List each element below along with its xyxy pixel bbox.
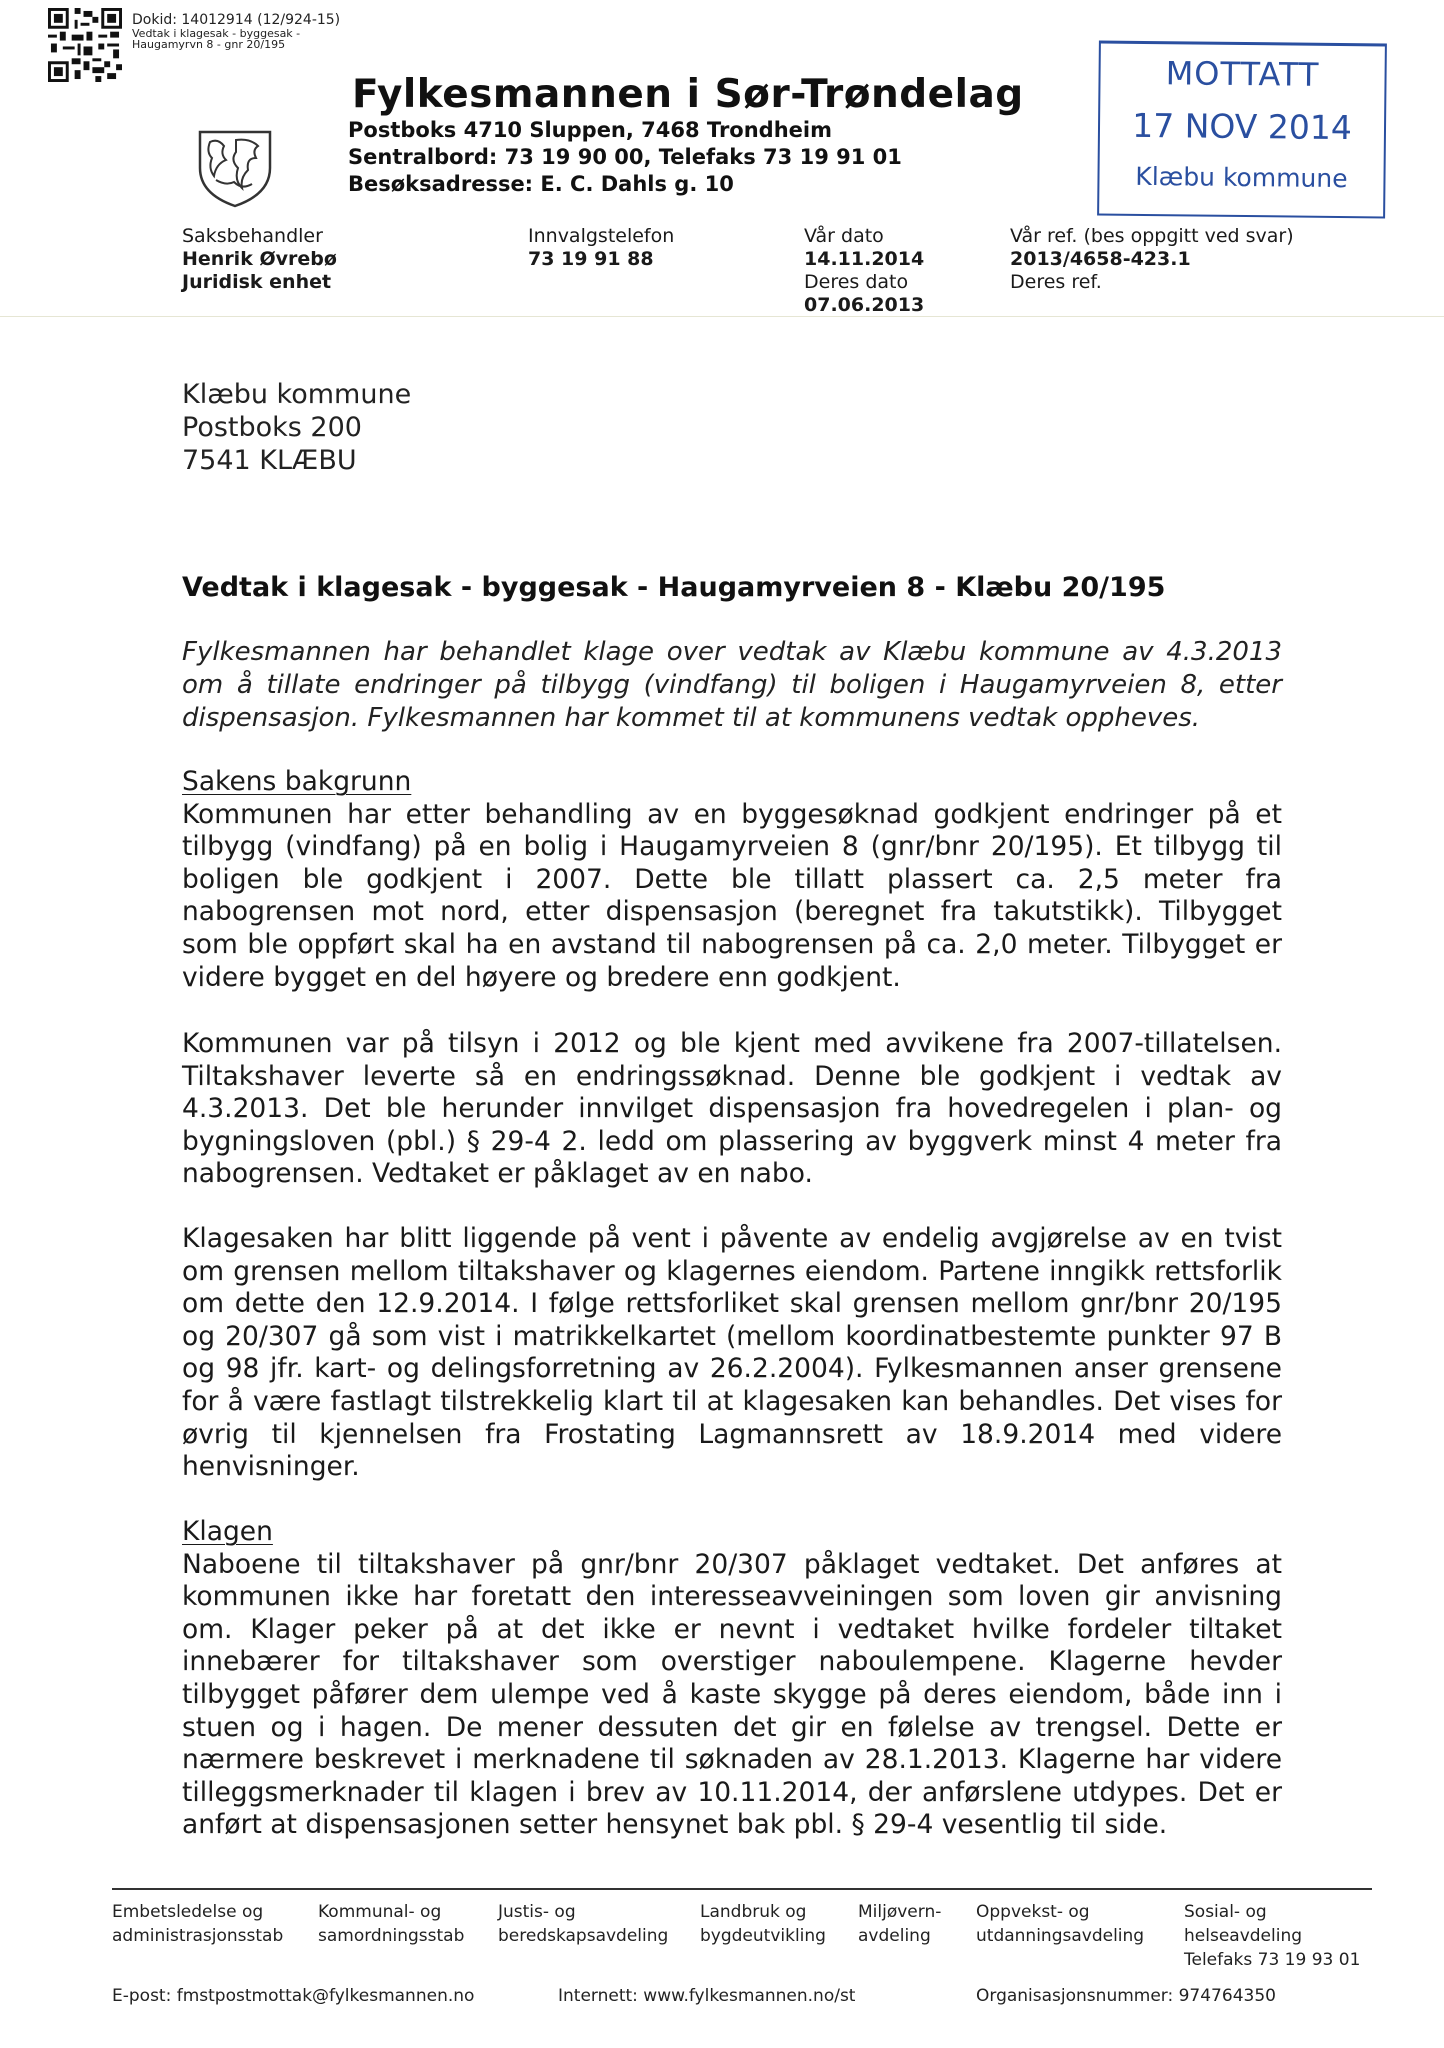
background-paragraph-1: Kommunen har etter behandling av en byggesøknad godkjent endringer på et tilbygg (vindfang) på en bolig i Haugamyrveien 8 (gnr/bnr 20/195). Et tilbygg til boligen ble godkjent i 2007. Dette ble tillatt plassert ca. 2,5 meter fra nabogrensen mot nord, etter dispensasjon (beregnet fra takutstikk). Tilbygget som ble oppført skal ha en avstand til nabogrensen på ca. 2,0 meter. Tilbygget er videre bygget en del høyere og bredere enn godkjent. bbox=[182, 798, 1282, 993]
your-date: 07.06.2013 bbox=[804, 294, 925, 316]
footer-fax: Telefaks 73 19 93 01 bbox=[1184, 1950, 1361, 1970]
postal-address: Postboks 4710 Sluppen, 7468 Trondheim bbox=[348, 118, 832, 142]
recipient-address bbox=[182, 378, 411, 477]
complaint-section bbox=[182, 1516, 1282, 1842]
footer-website: Internett: www.fylkesmannen.no/st bbox=[558, 1986, 856, 2006]
stamp-title: MOTTATT bbox=[1165, 54, 1320, 94]
decision-summary: Fylkesmannen har behandlet klage over vedtak av Klæbu kommune av 4.3.2013 om å tillate endringer på tilbygg (vindfang) til boligen i Haugamyrveien 8, etter dispensasjon. Fylkesmannen har kommet til at kommunens vedtak oppheves. bbox=[182, 637, 1282, 733]
references-block bbox=[1010, 225, 1294, 294]
recipient-postbox: Postboks 200 bbox=[182, 412, 362, 443]
phone-block bbox=[528, 225, 674, 271]
coat-of-arms-icon bbox=[196, 128, 274, 208]
complaint-heading: Klagen bbox=[182, 1516, 273, 1547]
footer-divider bbox=[112, 1888, 1372, 1890]
your-ref-label: Deres ref. bbox=[1010, 271, 1102, 293]
background-heading: Sakens bakgrunn bbox=[182, 766, 412, 797]
stamp-date: 17 NOV 2014 bbox=[1132, 105, 1353, 148]
letter-subject: Vedtak i klagesak - byggesak - Haugamyrveien 8 - Klæbu 20/195 bbox=[182, 572, 1166, 603]
doc-title-line-2: Haugamyrvn 8 - gnr 20/195 bbox=[132, 38, 286, 51]
footer-department bbox=[318, 1900, 464, 1948]
footer-dept-line: Kommunal- og bbox=[318, 1902, 442, 1922]
phone-number: 73 19 91 88 bbox=[528, 248, 654, 270]
organization-title: Fylkesmannen i Sør-Trøndelag bbox=[352, 72, 1024, 117]
switchboard-phone: Sentralbord: 73 19 90 00, Telefaks 73 19 91 01 bbox=[348, 145, 902, 169]
our-ref: 2013/4658-423.1 bbox=[1010, 248, 1191, 270]
footer-dept-line: avdeling bbox=[858, 1926, 931, 1946]
dates-block bbox=[804, 225, 924, 317]
footer-department bbox=[112, 1900, 283, 1948]
qr-code bbox=[48, 8, 122, 82]
background-paragraph-2: Kommunen var på tilsyn i 2012 og ble kjent med avvikene fra 2007-tillatelsen. Tiltakshaver leverte så en endringssøknad. Denne ble godkjent i vedtak av 4.3.2013. Det ble herunder innvilget dispensasjon fra hovedregelen i plan- og bygningsloven (pbl.) § 29-4 2. ledd om plassering av byggverk minst 4 meter fra nabogrensen. Vedtaket er påklaget av en nabo. bbox=[182, 1028, 1282, 1190]
header-divider bbox=[0, 316, 1444, 317]
footer-department bbox=[700, 1900, 826, 1948]
footer-dept-line: Oppvekst- og bbox=[976, 1902, 1090, 1922]
handler-unit: Juridisk enhet bbox=[182, 271, 332, 293]
footer-department bbox=[1184, 1900, 1360, 1972]
document-id bbox=[132, 13, 340, 50]
phone-label: Innvalgstelefon bbox=[528, 225, 675, 247]
handler-label: Saksbehandler bbox=[182, 225, 323, 247]
background-paragraph-3-block bbox=[182, 1223, 1282, 1484]
footer-dept-line: Miljøvern- bbox=[858, 1902, 942, 1922]
recipient-postcode: 7541 KLÆBU bbox=[182, 445, 357, 476]
handler-name: Henrik Øvrebø bbox=[182, 248, 337, 270]
doc-id-line: Dokid: 14012914 (12/924-15) bbox=[132, 12, 341, 28]
recipient-name: Klæbu kommune bbox=[182, 379, 412, 410]
footer-department bbox=[498, 1900, 668, 1948]
footer-dept-line: Justis- og bbox=[498, 1902, 576, 1922]
background-section bbox=[182, 766, 1282, 994]
your-date-label: Deres dato bbox=[804, 271, 909, 293]
footer-dept-line: utdanningsavdeling bbox=[976, 1926, 1145, 1946]
received-stamp bbox=[1097, 40, 1387, 218]
footer-department bbox=[858, 1900, 941, 1948]
our-ref-label: Vår ref. (bes oppgitt ved svar) bbox=[1010, 225, 1294, 247]
background-paragraph-3: Klagesaken har blitt liggende på vent i påvente av endelig avgjørelse av en tvist om grensen mellom tiltakshaver og klagernes eiendom. Partene inngikk rettsforlik om dette den 12.9.2014. I følge rettsforliket skal grensen mellom gnr/bnr 20/195 og 20/307 gå som vist i matrikkelkartet (mellom koordinatbestemte punkter 97 B og 98 jfr. kart- og delingsforretning av 26.2.2004). Fylkesmannen anser grensene for å være fastlagt tilstrekkelig klart til at klagesaken kan behandles. Det vises for øvrig til kjennelsen fra Frostating Lagmannsrett av 18.9.2014 med videre henvisninger. bbox=[182, 1223, 1282, 1483]
footer-dept-line: Embetsledelse og bbox=[112, 1902, 264, 1922]
footer-email: E-post: fmstpostmottak@fylkesmannen.no bbox=[112, 1986, 475, 2006]
footer-dept-line: Sosial- og bbox=[1184, 1902, 1267, 1922]
background-paragraph-2-block bbox=[182, 1028, 1282, 1191]
footer-dept-line: administrasjonsstab bbox=[112, 1926, 284, 1946]
complaint-paragraph-1: Naboene til tiltakshaver på gnr/bnr 20/307 påklaget vedtaket. Det anføres at kommunen ikke har foretatt den interesseavveiningen som loven gir anvisning om. Klager peker på at det ikke er nevnt i vedtaket hvilke fordeler tiltaket innebærer for tiltakshaver som overstiger naboulempene. Klagerne hevder tilbygget påfører dem ulempe ved å kaste skygge på deres eiendom, både inn i stuen og i hagen. De mener dessuten det gir en følelse av trengsel. Dette er nærmere beskrevet i merknadene til søknaden av 28.1.2013. Klagerne har videre tilleggsmerknader til klagen i brev av 10.11.2014, der anførslene utdypes. Det er anført at dispensasjonen setter hensynet bak pbl. § 29-4 vesentlig til side. bbox=[182, 1548, 1282, 1841]
footer-department bbox=[976, 1900, 1144, 1948]
our-date-label: Vår dato bbox=[804, 225, 884, 247]
footer-dept-line: Landbruk og bbox=[700, 1902, 807, 1922]
visiting-address: Besøksadresse: E. C. Dahls g. 10 bbox=[348, 172, 734, 196]
stamp-organization: Klæbu kommune bbox=[1135, 161, 1348, 194]
footer-dept-line: bygdeutvikling bbox=[700, 1926, 826, 1946]
footer-dept-line: helseavdeling bbox=[1184, 1926, 1303, 1946]
our-date: 14.11.2014 bbox=[804, 248, 925, 270]
footer-dept-line: beredskapsavdeling bbox=[498, 1926, 669, 1946]
doc-title-line-1: Vedtak i klagesak - byggesak - bbox=[132, 27, 301, 40]
case-handler-block bbox=[182, 225, 337, 294]
footer-org-number: Organisasjonsnummer: 974764350 bbox=[976, 1986, 1276, 2006]
footer-dept-line: samordningsstab bbox=[318, 1926, 465, 1946]
